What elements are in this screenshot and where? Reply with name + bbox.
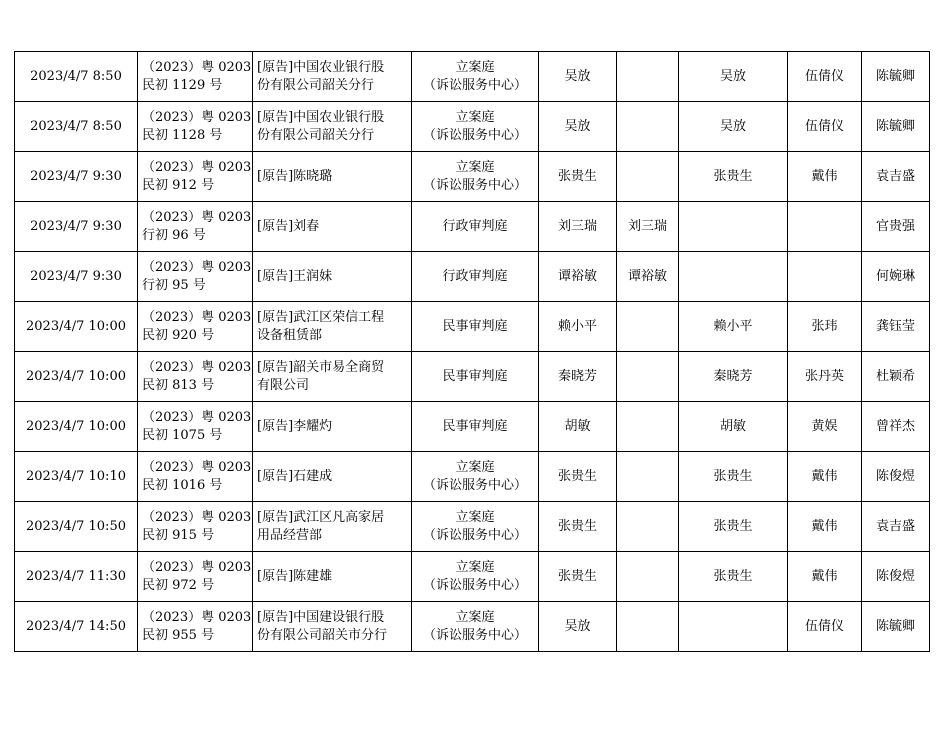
hearing-time-cell xyxy=(15,352,138,402)
clerk-name: 何婉琳 xyxy=(875,268,915,284)
table-row xyxy=(15,302,930,352)
hearing-time-cell xyxy=(15,602,138,652)
court-division-line-1: 行政审判庭 xyxy=(442,268,508,284)
table-row xyxy=(15,352,930,402)
judge-cell xyxy=(539,252,617,302)
court-division-cell xyxy=(412,602,539,652)
judge-cell xyxy=(539,452,617,502)
judge-cell xyxy=(539,352,617,402)
clerk-cell xyxy=(862,452,930,502)
court-division-cell xyxy=(412,552,539,602)
judge-name: 刘三瑞 xyxy=(557,218,597,234)
court-division-cell xyxy=(412,252,539,302)
assistant-cell xyxy=(788,502,862,552)
judge-member-cell xyxy=(617,202,679,252)
assistant-name: 伍倩仪 xyxy=(804,618,844,634)
party-line-1: [原告]韶关市易全商贸 xyxy=(257,359,385,375)
clerk-cell xyxy=(862,252,930,302)
presiding-name: 张贵生 xyxy=(713,568,753,584)
court-division-cell xyxy=(412,102,539,152)
case-number-line-2: 行初 96 号 xyxy=(142,227,206,243)
court-division-line-2: （诉讼服务中心） xyxy=(422,627,527,643)
judge-member-cell xyxy=(617,302,679,352)
assistant-cell xyxy=(788,552,862,602)
case-number-cell xyxy=(138,552,253,602)
assistant-name: 戴伟 xyxy=(811,518,838,534)
court-division-cell xyxy=(412,352,539,402)
party-cell xyxy=(253,352,412,402)
court-division-line-1: 立案庭 xyxy=(455,59,495,75)
clerk-name: 杜颖希 xyxy=(875,368,915,384)
assistant-cell xyxy=(788,52,862,102)
hearing-time: 2023/4/7 10:50 xyxy=(26,518,126,534)
clerk-cell xyxy=(862,402,930,452)
table-row xyxy=(15,52,930,102)
hearing-time-cell xyxy=(15,252,138,302)
case-number-line-1: （2023）粤 0203 xyxy=(142,459,252,475)
clerk-name: 官贵强 xyxy=(875,218,915,234)
court-division-cell xyxy=(412,52,539,102)
presiding-name: 秦晓芳 xyxy=(713,368,753,384)
case-number-line-1: （2023）粤 0203 xyxy=(142,259,252,275)
case-number-line-1: （2023）粤 0203 xyxy=(142,309,252,325)
presiding-cell xyxy=(679,402,788,452)
clerk-name: 陈俊煜 xyxy=(875,568,915,584)
case-number-line-1: （2023）粤 0203 xyxy=(142,359,252,375)
party-line-1: [原告]中国农业银行股 xyxy=(257,109,385,125)
case-number-cell xyxy=(138,252,253,302)
clerk-name: 曾祥杰 xyxy=(875,418,915,434)
presiding-cell xyxy=(679,152,788,202)
assistant-name: 戴伟 xyxy=(811,568,838,584)
judge-name: 吴放 xyxy=(564,118,591,134)
party-cell xyxy=(253,452,412,502)
table-row xyxy=(15,152,930,202)
judge-cell xyxy=(539,502,617,552)
case-number-line-1: （2023）粤 0203 xyxy=(142,59,252,75)
party-cell xyxy=(253,52,412,102)
presiding-cell xyxy=(679,102,788,152)
party-line-1: [原告]武江区荣信工程 xyxy=(257,309,385,325)
court-division-line-1: 民事审判庭 xyxy=(442,418,508,434)
hearing-time-cell xyxy=(15,202,138,252)
case-number-line-1: （2023）粤 0203 xyxy=(142,409,252,425)
hearing-time: 2023/4/7 10:00 xyxy=(26,368,126,384)
table-body xyxy=(15,52,930,652)
court-division-line-2: （诉讼服务中心） xyxy=(422,127,527,143)
hearing-time: 2023/4/7 10:00 xyxy=(26,318,126,334)
case-number-cell xyxy=(138,152,253,202)
case-number-line-1: （2023）粤 0203 xyxy=(142,509,252,525)
judge-cell xyxy=(539,402,617,452)
case-number-line-1: （2023）粤 0203 xyxy=(142,159,252,175)
case-number-line-2: 行初 95 号 xyxy=(142,277,206,293)
case-number-cell xyxy=(138,52,253,102)
party-cell xyxy=(253,402,412,452)
presiding-cell xyxy=(679,202,788,252)
case-number-cell xyxy=(138,452,253,502)
case-number-cell xyxy=(138,502,253,552)
hearing-time-cell xyxy=(15,52,138,102)
assistant-name: 伍倩仪 xyxy=(804,68,844,84)
court-division-cell xyxy=(412,402,539,452)
judge-member-name: 刘三瑞 xyxy=(627,218,667,234)
assistant-cell xyxy=(788,102,862,152)
case-number-line-2: 民初 912 号 xyxy=(142,177,215,193)
judge-member-cell xyxy=(617,52,679,102)
judge-member-cell xyxy=(617,102,679,152)
judge-member-name: 谭裕敏 xyxy=(627,268,667,284)
presiding-name: 吴放 xyxy=(719,118,746,134)
party-line-2: 份有限公司韶关市分行 xyxy=(257,627,388,643)
case-number-cell xyxy=(138,602,253,652)
clerk-cell xyxy=(862,102,930,152)
party-cell xyxy=(253,102,412,152)
judge-cell xyxy=(539,552,617,602)
court-division-cell xyxy=(412,202,539,252)
case-number-line-2: 民初 972 号 xyxy=(142,577,215,593)
party-line-1: [原告]陈晓璐 xyxy=(257,168,333,184)
assistant-cell xyxy=(788,452,862,502)
assistant-cell xyxy=(788,602,862,652)
clerk-cell xyxy=(862,52,930,102)
clerk-cell xyxy=(862,152,930,202)
hearing-time-cell xyxy=(15,402,138,452)
assistant-cell xyxy=(788,202,862,252)
table-row xyxy=(15,252,930,302)
judge-member-cell xyxy=(617,402,679,452)
party-line-2: 设备租赁部 xyxy=(257,327,323,343)
judge-cell xyxy=(539,202,617,252)
court-division-line-1: 民事审判庭 xyxy=(442,368,508,384)
table-row xyxy=(15,552,930,602)
assistant-name: 张玮 xyxy=(811,318,838,334)
case-number-line-2: 民初 813 号 xyxy=(142,377,215,393)
judge-cell xyxy=(539,52,617,102)
judge-name: 谭裕敏 xyxy=(557,268,597,284)
court-division-line-2: （诉讼服务中心） xyxy=(422,77,527,93)
assistant-name: 戴伟 xyxy=(811,168,838,184)
hearing-time: 2023/4/7 9:30 xyxy=(30,218,122,234)
case-number-cell xyxy=(138,352,253,402)
hearing-time-cell xyxy=(15,102,138,152)
judge-name: 张贵生 xyxy=(557,468,597,484)
party-line-1: [原告]李耀灼 xyxy=(257,418,333,434)
party-line-1: [原告]王润妹 xyxy=(257,268,333,284)
clerk-cell xyxy=(862,502,930,552)
assistant-name: 伍倩仪 xyxy=(804,118,844,134)
clerk-cell xyxy=(862,302,930,352)
case-number-cell xyxy=(138,202,253,252)
presiding-name: 张贵生 xyxy=(713,168,753,184)
judge-member-cell xyxy=(617,452,679,502)
party-line-2: 用品经营部 xyxy=(257,527,323,543)
judge-cell xyxy=(539,602,617,652)
judge-cell xyxy=(539,152,617,202)
presiding-cell xyxy=(679,502,788,552)
court-division-line-1: 立案庭 xyxy=(455,459,495,475)
presiding-name: 张贵生 xyxy=(713,468,753,484)
case-number-cell xyxy=(138,402,253,452)
clerk-name: 陈毓卿 xyxy=(875,118,915,134)
presiding-cell xyxy=(679,302,788,352)
case-number-line-2: 民初 1128 号 xyxy=(142,127,223,143)
case-number-line-1: （2023）粤 0203 xyxy=(142,559,252,575)
judge-name: 吴放 xyxy=(564,68,591,84)
clerk-name: 袁吉盛 xyxy=(875,518,915,534)
party-cell xyxy=(253,252,412,302)
table-row xyxy=(15,402,930,452)
judge-member-cell xyxy=(617,502,679,552)
assistant-cell xyxy=(788,152,862,202)
party-line-1: [原告]武江区凡高家居 xyxy=(257,509,385,525)
court-division-line-1: 立案庭 xyxy=(455,159,495,175)
court-division-line-1: 立案庭 xyxy=(455,609,495,625)
hearing-time: 2023/4/7 14:50 xyxy=(26,618,126,634)
hearing-time-cell xyxy=(15,302,138,352)
judge-cell xyxy=(539,102,617,152)
court-division-cell xyxy=(412,302,539,352)
case-number-line-2: 民初 955 号 xyxy=(142,627,215,643)
hearing-time: 2023/4/7 9:30 xyxy=(30,268,122,284)
case-number-cell xyxy=(138,102,253,152)
case-number-cell xyxy=(138,302,253,352)
judge-name: 胡敏 xyxy=(564,418,591,434)
assistant-cell xyxy=(788,402,862,452)
court-division-line-2: （诉讼服务中心） xyxy=(422,577,527,593)
court-division-line-1: 立案庭 xyxy=(455,509,495,525)
court-division-line-2: （诉讼服务中心） xyxy=(422,527,527,543)
party-cell xyxy=(253,202,412,252)
judge-name: 张贵生 xyxy=(557,168,597,184)
presiding-name: 胡敏 xyxy=(719,418,746,434)
party-line-1: [原告]刘春 xyxy=(257,218,320,234)
table-row xyxy=(15,602,930,652)
case-number-line-2: 民初 1129 号 xyxy=(142,77,223,93)
hearing-time: 2023/4/7 10:10 xyxy=(26,468,126,484)
clerk-name: 陈俊煜 xyxy=(875,468,915,484)
clerk-name: 陈毓卿 xyxy=(875,618,915,634)
assistant-cell xyxy=(788,352,862,402)
party-line-2: 份有限公司韶关分行 xyxy=(257,77,375,93)
case-number-line-2: 民初 1075 号 xyxy=(142,427,223,443)
hearing-time-cell xyxy=(15,552,138,602)
clerk-cell xyxy=(862,602,930,652)
hearing-time: 2023/4/7 10:00 xyxy=(26,418,126,434)
court-division-cell xyxy=(412,152,539,202)
court-division-line-1: 立案庭 xyxy=(455,559,495,575)
party-line-2: 有限公司 xyxy=(257,377,310,393)
clerk-cell xyxy=(862,202,930,252)
judge-member-cell xyxy=(617,152,679,202)
court-division-cell xyxy=(412,452,539,502)
party-line-1: [原告]石建成 xyxy=(257,468,333,484)
judge-member-cell xyxy=(617,552,679,602)
hearing-time-cell xyxy=(15,152,138,202)
table-row xyxy=(15,502,930,552)
court-division-line-2: （诉讼服务中心） xyxy=(422,177,527,193)
hearing-time: 2023/4/7 11:30 xyxy=(26,568,126,584)
clerk-cell xyxy=(862,552,930,602)
table-row xyxy=(15,452,930,502)
party-cell xyxy=(253,302,412,352)
case-number-line-1: （2023）粤 0203 xyxy=(142,209,252,225)
party-cell xyxy=(253,502,412,552)
case-number-line-1: （2023）粤 0203 xyxy=(142,109,252,125)
judge-member-cell xyxy=(617,352,679,402)
presiding-name: 赖小平 xyxy=(713,318,753,334)
case-number-line-2: 民初 915 号 xyxy=(142,527,215,543)
presiding-cell xyxy=(679,52,788,102)
table-row xyxy=(15,102,930,152)
party-cell xyxy=(253,552,412,602)
hearing-time: 2023/4/7 9:30 xyxy=(30,168,122,184)
assistant-cell xyxy=(788,302,862,352)
presiding-cell xyxy=(679,452,788,502)
court-division-line-2: （诉讼服务中心） xyxy=(422,477,527,493)
party-line-1: [原告]中国农业银行股 xyxy=(257,59,385,75)
judge-member-cell xyxy=(617,252,679,302)
case-number-line-2: 民初 920 号 xyxy=(142,327,215,343)
judge-member-cell xyxy=(617,602,679,652)
presiding-name: 张贵生 xyxy=(713,518,753,534)
hearing-time-cell xyxy=(15,502,138,552)
case-number-line-1: （2023）粤 0203 xyxy=(142,609,252,625)
court-division-line-1: 民事审判庭 xyxy=(442,318,508,334)
court-division-line-1: 行政审判庭 xyxy=(442,218,508,234)
clerk-name: 袁吉盛 xyxy=(875,168,915,184)
party-line-1: [原告]陈建雄 xyxy=(257,568,333,584)
hearing-schedule-table xyxy=(14,51,930,652)
clerk-cell xyxy=(862,352,930,402)
judge-name: 吴放 xyxy=(564,618,591,634)
judge-name: 赖小平 xyxy=(557,318,597,334)
presiding-cell xyxy=(679,252,788,302)
assistant-name: 张丹英 xyxy=(804,368,844,384)
court-division-cell xyxy=(412,502,539,552)
presiding-cell xyxy=(679,602,788,652)
court-division-line-1: 立案庭 xyxy=(455,109,495,125)
assistant-name: 戴伟 xyxy=(811,468,838,484)
judge-name: 秦晓芳 xyxy=(557,368,597,384)
assistant-name: 黄娱 xyxy=(811,418,838,434)
party-cell xyxy=(253,152,412,202)
presiding-cell xyxy=(679,552,788,602)
party-cell xyxy=(253,602,412,652)
judge-cell xyxy=(539,302,617,352)
table-row xyxy=(15,202,930,252)
party-line-2: 份有限公司韶关分行 xyxy=(257,127,375,143)
judge-name: 张贵生 xyxy=(557,568,597,584)
hearing-time-cell xyxy=(15,452,138,502)
clerk-name: 陈毓卿 xyxy=(875,68,915,84)
assistant-cell xyxy=(788,252,862,302)
judge-name: 张贵生 xyxy=(557,518,597,534)
hearing-time: 2023/4/7 8:50 xyxy=(30,118,122,134)
hearing-time: 2023/4/7 8:50 xyxy=(30,68,122,84)
case-number-line-2: 民初 1016 号 xyxy=(142,477,223,493)
party-line-1: [原告]中国建设银行股 xyxy=(257,609,385,625)
presiding-cell xyxy=(679,352,788,402)
clerk-name: 龚钰莹 xyxy=(875,318,915,334)
presiding-name: 吴放 xyxy=(719,68,746,84)
